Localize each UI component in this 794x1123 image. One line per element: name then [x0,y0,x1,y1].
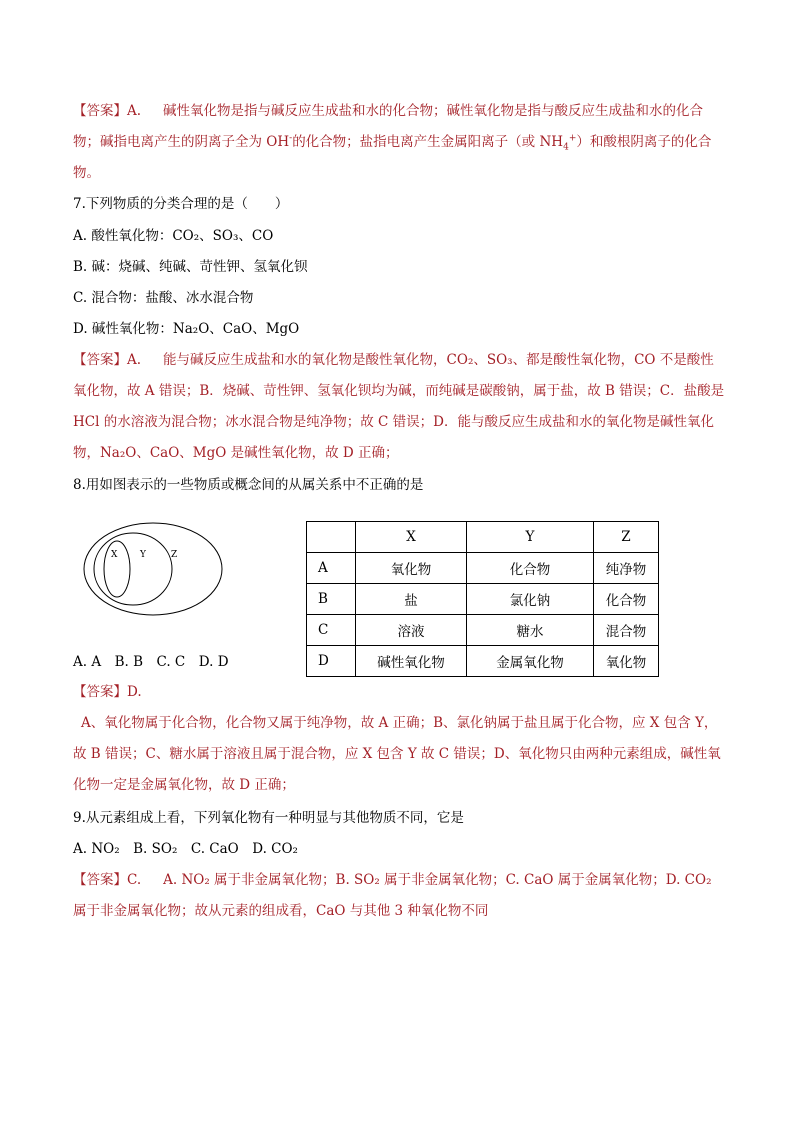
table-row [307,615,659,646]
answer-text: 的化合物；盐指电离产生金属阳离子（或 NH [292,134,564,150]
answer-letter: A. [127,352,142,368]
subscript: 4 [563,142,569,153]
answer-tag: 【答案】 [73,352,127,368]
table-cell: 氧化物 [356,553,467,584]
table-cell: X [356,522,467,553]
table-cell: 碱性氧化物 [356,646,467,677]
label-z: Z [171,550,178,560]
answer-block-6 [73,96,725,189]
table-cell: 化合物 [467,553,594,584]
table-cell: B [307,584,356,615]
question-7-option-c: C. 混合物：盐酸、冰水混合物 [73,290,254,306]
answer-text: A. NO₂ 属于非金属氧化物；B. SO₂ 属于非金属氧化物；C. CaO 属于金属氧化物；D. CO₂ 属于非金属氧化物；故从元素的组成看，CaO 与其他 3 种氧化物不同 [73,872,712,919]
answer-letter: A. [127,103,142,119]
answer-tag: 【答案】 [73,684,127,700]
question-7-option-b: B. 碱：烧碱、纯碱、苛性钾、氢氧化钡 [73,259,308,275]
ellipse-y [94,533,172,605]
table-cell: 溶液 [356,615,467,646]
answer-letter: D. [127,684,142,700]
label-x: X [111,550,118,560]
table-cell [307,522,356,553]
question-8-stem: 8.用如图表示的一些物质或概念间的从属关系中不正确的是 [73,477,424,493]
answer-text: 碱性氧化物是指与碱反应生成盐和水的化合物；碱性氧化物是指与酸反应生成盐和水的化合物；碱指电离产生的阴离子全为 OH [73,103,704,150]
nested-ellipse-diagram [82,521,224,617]
answer-block-7 [73,345,725,469]
superscript: + [568,133,577,144]
label-y: Y [140,550,146,560]
question-7-option-d: D. 碱性氧化物：Na₂O、CaO、MgO [73,321,300,337]
answer-block-9 [73,865,725,927]
table-row [307,553,659,584]
question-9-stem: 9.从元素组成上看，下列氧化物有一种明显与其他物质不同，它是 [73,810,464,826]
table-row [307,646,659,677]
answer-letter: C. [127,872,142,888]
table-cell: 纯净物 [594,553,659,584]
table-cell: 氧化物 [594,646,659,677]
table-cell: Y [467,522,594,553]
table-cell: Z [594,522,659,553]
table-header-row [307,522,659,553]
table-row [307,584,659,615]
ellipse-z [84,523,222,615]
table-cell: C [307,615,356,646]
table-cell: 化合物 [594,584,659,615]
answer-block-8 [73,677,725,801]
answer-text: ）和酸根阴离子的化合物。 [73,134,712,181]
answer-text: A、氧化物属于化合物，化合物又属于纯净物，故 A 正确；B、氯化钠属于盐且属于化合物，应 X 包含 Y，故 B 错误；C、糖水属于溶液且属于混合物，应 X 包含 Y 故 C 错误；D、氧化物只由两种元素组成，碱性氧化物一定是金属氧化物，故 D 正确； [73,715,721,793]
question-7-stem: 7.下列物质的分类合理的是（ ） [73,196,289,212]
table-cell: A [307,553,356,584]
answer-tag: 【答案】 [73,872,127,888]
superscript: - [289,133,293,144]
table-cell: 糖水 [467,615,594,646]
table-cell: 混合物 [594,615,659,646]
table-cell: 金属氧化物 [467,646,594,677]
question-9-options: A. NO₂ B. SO₂ C. CaO D. CO₂ [73,841,298,857]
table-cell: 盐 [356,584,467,615]
answer-text: 能与碱反应生成盐和水的氧化物是酸性氧化物，CO₂、SO₃、都是酸性氧化物，CO 不是酸性氧化物，故 A 错误；B．烧碱、苛性钾、氢氧化钡均为碱，而纯碱是碳酸钠，属于盐，故 B 错误；C．盐酸是 HCl 的水溶液为混合物；冰水混合物是纯净物；故 C 错误；D．能与酸反应生成盐和水的氧化物是碱性氧化物，Na₂O、CaO、MgO 是碱性氧化物，故 D 正确； [73,352,725,461]
table-cell: 氯化钠 [467,584,594,615]
answer-tag: 【答案】 [73,103,127,119]
table-cell: D [307,646,356,677]
question-8-options: A. A B. B C. C D. D [73,654,229,670]
question-7-option-a: A. 酸性氧化物：CO₂、SO₃、CO [73,228,274,244]
classification-table [306,521,659,677]
